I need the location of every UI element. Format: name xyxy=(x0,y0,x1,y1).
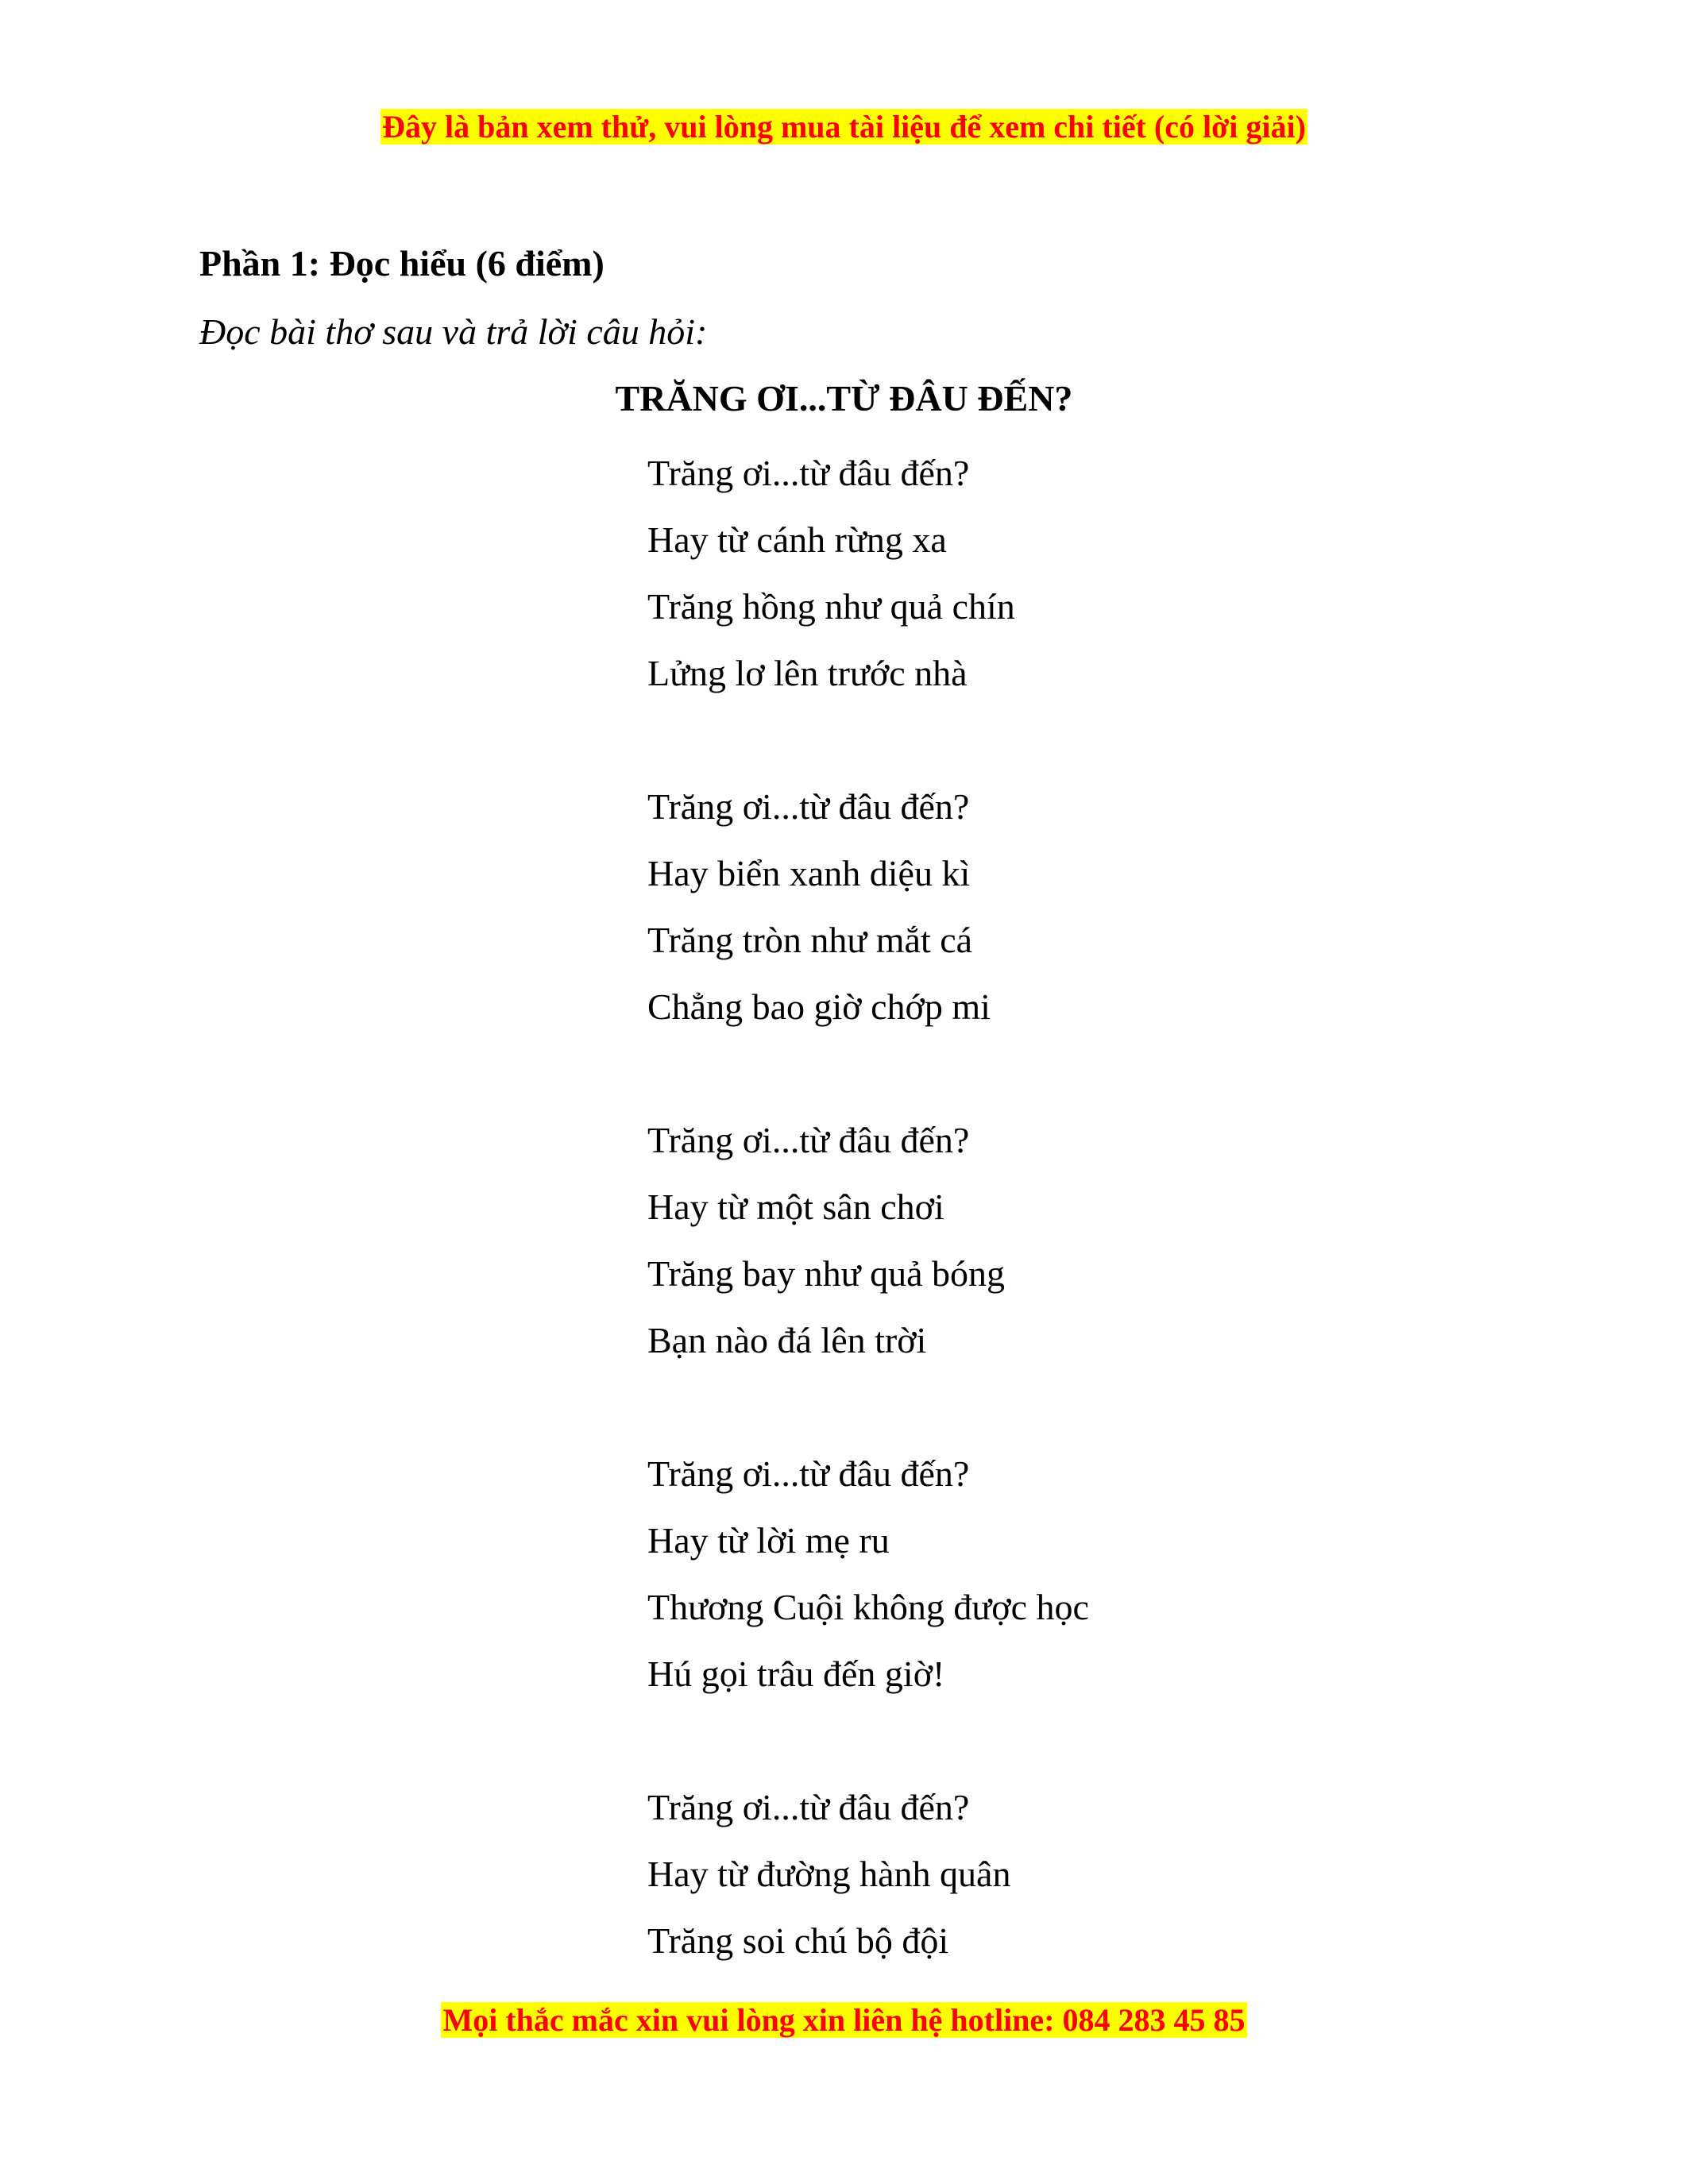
poem-line: Trăng tròn như mắt cá xyxy=(647,920,973,960)
poem-line: Trăng ơi...từ đâu đến? xyxy=(647,453,970,493)
poem-line: Trăng hồng như quả chín xyxy=(647,586,1015,627)
poem-line: Chẳng bao giờ chớp mi xyxy=(647,986,991,1027)
poem-line: Hay từ đường hành quân xyxy=(647,1854,1011,1894)
poem-line: Hay từ cánh rừng xa xyxy=(647,519,947,560)
poem-title: TRĂNG ƠI...TỪ ĐÂU ĐẾN? xyxy=(615,378,1073,419)
poem-stanza-1 xyxy=(647,440,1089,707)
poem-stanza-5 xyxy=(647,1774,1089,1974)
poem-line: Trăng soi chú bộ đội xyxy=(647,1920,949,1961)
poem-line: Trăng bay như quả bóng xyxy=(647,1253,1005,1294)
preview-notice xyxy=(0,105,1688,149)
poem-body xyxy=(647,440,1089,1974)
poem-line: Hay từ lời mẹ ru xyxy=(647,1520,890,1561)
section-heading: Phần 1: Đọc hiểu (6 điểm) xyxy=(199,243,605,284)
poem-line: Hay từ một sân chơi xyxy=(647,1187,944,1227)
poem-line: Thương Cuội không được học xyxy=(647,1587,1089,1627)
hotline-notice-text: Mọi thắc mắc xin vui lòng xin liên hệ hotline: 084 283 45 85 xyxy=(442,2002,1246,2038)
poem-stanza-4 xyxy=(647,1441,1089,1707)
poem-line: Hay biển xanh diệu kì xyxy=(647,853,971,893)
hotline-notice xyxy=(0,1998,1688,2043)
poem-line: Trăng ơi...từ đâu đến? xyxy=(647,1453,970,1494)
poem-stanza-3 xyxy=(647,1107,1089,1374)
poem-line: Hú gọi trâu đến giờ! xyxy=(647,1653,945,1694)
preview-notice-text: Đây là bản xem thử, vui lòng mua tài liệu để xem chi tiết (có lời giải) xyxy=(382,109,1306,145)
poem-line: Lửng lơ lên trước nhà xyxy=(647,653,968,693)
poem-line: Trăng ơi...từ đâu đến? xyxy=(647,1120,970,1160)
reading-instruction: Đọc bài thơ sau và trả lời câu hỏi: xyxy=(199,311,708,352)
poem-line: Trăng ơi...từ đâu đến? xyxy=(647,1787,970,1827)
poem-line: Trăng ơi...từ đâu đến? xyxy=(647,786,970,827)
poem-stanza-2 xyxy=(647,774,1089,1040)
poem-line: Bạn nào đá lên trời xyxy=(647,1320,927,1360)
